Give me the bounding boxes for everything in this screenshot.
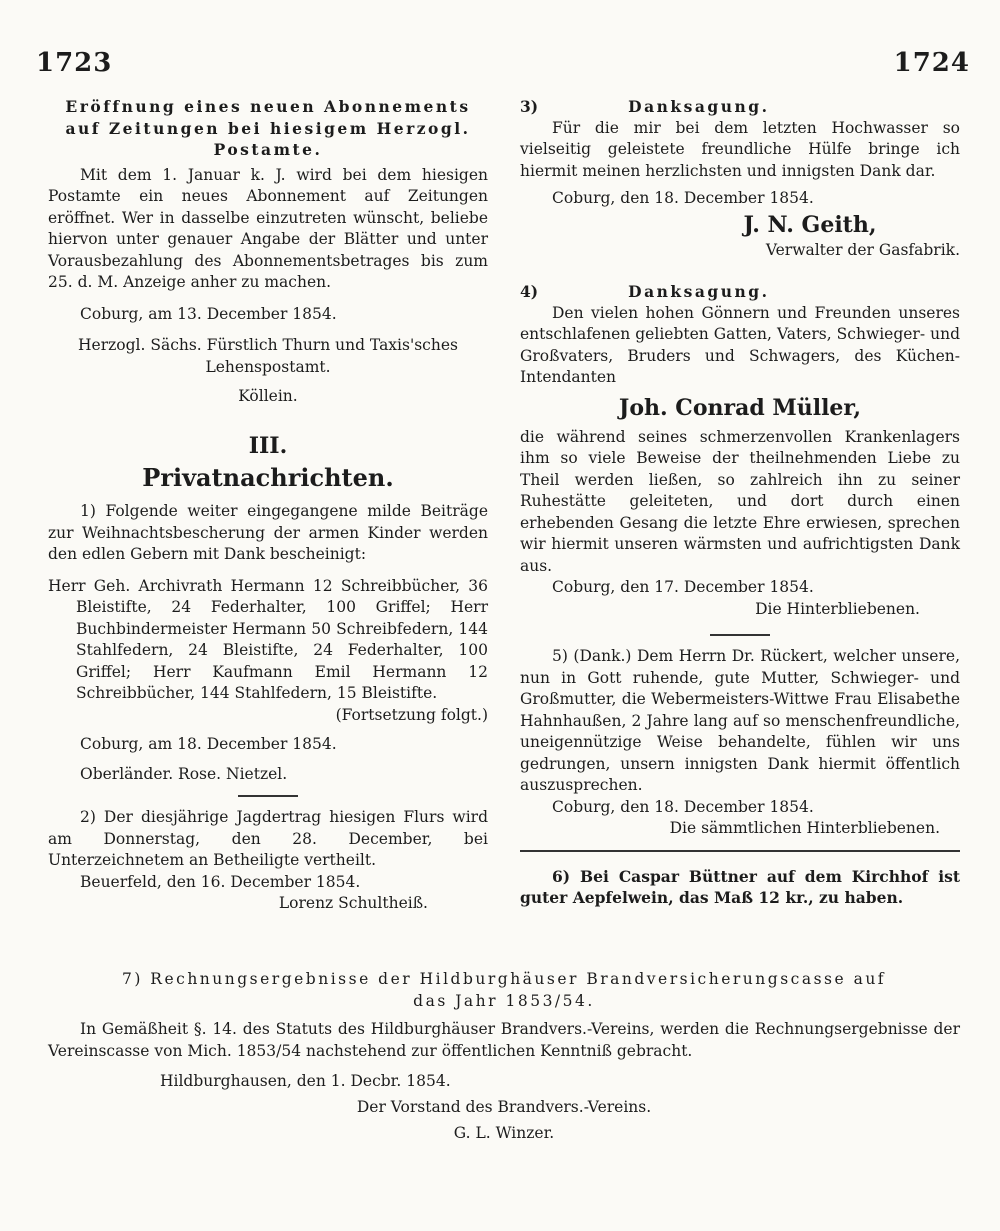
section-numeral: III.: [248, 432, 288, 459]
right-column: [520, 96, 960, 909]
separator-rule: [238, 795, 298, 797]
insurance-title-line-2: das Jahr 1853/54.: [413, 992, 595, 1010]
office-line-2: Lehenspostamt.: [205, 357, 331, 376]
notice-title-line-1: Eröffnung eines neuen Abonnements: [65, 97, 471, 116]
notice-place-date: Coburg, am 13. December 1854.: [80, 304, 337, 323]
insurance-title-line-1: 7) Rechnungsergebnisse der Hildburghäuser Brandversicherungscasse auf: [121, 970, 887, 988]
notice-thanks-rueckert: [520, 646, 960, 840]
notice-hunting: [48, 807, 488, 915]
notice-body: Mit dem 1. Januar k. J. wird bei dem hiesigen Postamte ein neues Abonnement auf Zeitungen eröffnet. Wer in dasselbe einzutreten wünscht, beliebe hiervon unter genauer Angabe der Blätter und unter Vorausbezahlung des Abonnementsbetrages bis zum 25. d. M. Anzeige anher zu machen.: [48, 165, 488, 291]
thanks-4-intro: Den vielen hohen Gönnern und Freunden unseres entschlafenen geliebten Gatten, Vaters, Schwieger- und Großvaters, Bruders und Schwagers, des Küchen-Intendanten: [520, 303, 960, 386]
thanks-3-body: Für die mir bei dem letzten Hochwasser so vielseitig geleistete freundliche Hülfe bringe ich hiermit meinen herzlichsten und innigsten Dank dar.: [520, 118, 960, 180]
thanks-3-signer-name: J. N. Geith,: [743, 211, 877, 238]
thanks-4-place-date: Coburg, den 17. December 1854.: [552, 578, 814, 596]
thanks-3-number: 3): [520, 97, 539, 116]
notice-post-office: [48, 96, 488, 408]
thanks-4-number: 4): [520, 282, 539, 301]
page-number-right: 1724: [893, 48, 970, 78]
office-signature: Köllein.: [238, 387, 298, 405]
notice-cider: [520, 866, 960, 909]
donations-continuation: (Fortsetzung folgt.): [335, 705, 488, 724]
thanks-4-signature: Die Hinterbliebenen.: [755, 599, 920, 618]
thanks-4-deceased-name: Joh. Conrad Müller,: [618, 394, 862, 421]
left-column: [48, 96, 488, 915]
thanks-3-place-date: Coburg, den 18. December 1854.: [552, 189, 814, 207]
thanks-3-heading: Danksagung.: [628, 97, 770, 116]
donations-list: Herr Geh. Archivrath Hermann 12 Schreibbücher, 36 Bleistifte, 24 Federhalter, 100 Griffel; Herr Buchbindermeister Hermann 50 Schreibfedern, 144 Stahlfedern, 24 Bleistifte, 24 Federhalter, 100 Griffel; Herr Kaufmann Emil Hermann 12 Schreibbücher, 144 Stahlfedern, 15 Bleistifte.: [48, 576, 488, 702]
thanks-5-signature: Die sämmtlichen Hinterbliebenen.: [669, 819, 940, 837]
hunting-signature: Lorenz Schultheiß.: [278, 894, 428, 912]
insurance-signer-line-1: Der Vorstand des Brandvers.-Vereins.: [356, 1098, 652, 1116]
donations-intro: 1) Folgende weiter eingegangene milde Beiträge zur Weihnachtsbescherung der armen Kinder werden den edlen Gebern mit Dank bescheinigt:: [48, 502, 488, 563]
donations-signatures: Oberländer. Rose. Nietzel.: [80, 764, 288, 783]
thanks-4-heading: Danksagung.: [628, 282, 770, 301]
notice-donations: [48, 501, 488, 785]
insurance-signer-line-2: G. L. Winzer.: [453, 1124, 555, 1142]
insurance-body: In Gemäßheit §. 14. des Statuts des Hildburghäuser Brandvers.-Vereins, werden die Rechnungsergebnisse der Vereinscasse von Mich. 1853/54 nachstehend zur öffentlichen Kenntniß gebracht.: [48, 1020, 960, 1060]
section-title: Privatnachrichten.: [142, 463, 394, 492]
thanks-4-body: die während seines schmerzenvollen Krankenlagers ihm so viele Beweise der theilnehmenden Liebe zu Theil werden ließen, so zahlreich ihn zu seiner Ruhestätte geleiteten, und dort durch einen erhebenden Gesang die letzte Ehre erwiesen, sprechen wir hiermit unseren wärmsten und aufrichtigsten Dank aus.: [520, 427, 960, 575]
separator-rule: [710, 634, 770, 636]
notice-title-line-2: auf Zeitungen bei hiesigem Herzogl.: [65, 118, 471, 138]
separator-line: [520, 850, 960, 852]
page-number-left: 1723: [36, 48, 113, 78]
thanks-3-signer-title: Verwalter der Gasfabrik.: [765, 240, 960, 259]
hunting-place-date: Beuerfeld, den 16. December 1854.: [80, 872, 361, 891]
hunting-body: 2) Der diesjährige Jagdertrag hiesigen Flurs wird am Donnerstag, den 28. December, bei Unterzeichnetem an Betheiligte vertheilt.: [48, 808, 488, 869]
office-line-1: Herzogl. Sächs. Fürstlich Thurn und Taxis'sches: [78, 336, 458, 354]
thanks-5-place-date: Coburg, den 18. December 1854.: [552, 797, 814, 816]
thanks-5-body: 5) (Dank.) Dem Herrn Dr. Rückert, welcher unsere, nun in Gott ruhende, gute Mutter, Schwieger- und Großmutter, die Webermeisters-Wittwe Frau Elisabethe Hahnhaußen, 2 Jahre lang auf so menschenfreundliche, uneigennützige Weise behandelte, fühlen wir uns gedrungen, unsern innigsten Dank hiermit öffentlich auszusprechen.: [520, 647, 960, 794]
donations-place-date: Coburg, am 18. December 1854.: [80, 735, 337, 753]
cider-body: 6) Bei Caspar Büttner auf dem Kirchhof ist guter Aepfelwein, das Maß 12 kr., zu haben.: [520, 866, 960, 907]
notice-title-line-3: Postamte.: [213, 140, 323, 159]
notice-thanks-geith: [520, 96, 960, 261]
notice-fire-insurance: [48, 968, 960, 1144]
notice-thanks-mueller: [520, 281, 960, 620]
insurance-place-date: Hildburghausen, den 1. Decbr. 1854.: [160, 1072, 451, 1090]
